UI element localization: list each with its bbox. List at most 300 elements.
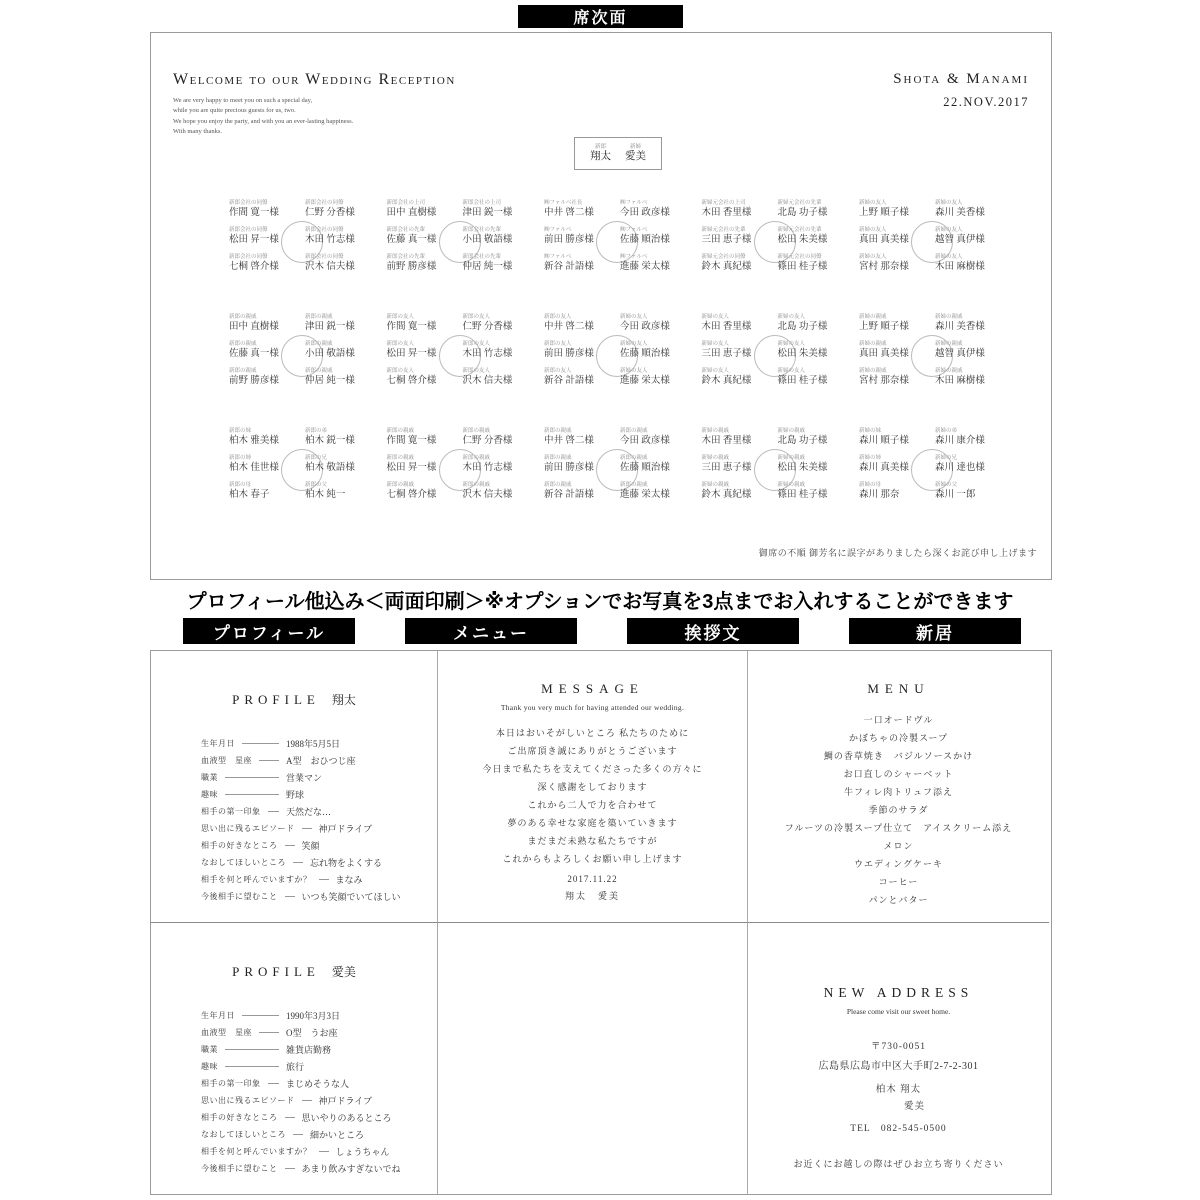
- guest-entry: [620, 456, 690, 477]
- guest-table: [544, 429, 690, 510]
- guest-role-label: ㈱ファルベ: [620, 200, 648, 206]
- guest-name: 鈴木 真紀様: [701, 489, 752, 500]
- guest-column: [859, 315, 929, 396]
- profile-bride-title: [151, 963, 437, 981]
- guest-entry: [859, 255, 929, 276]
- guest-role-label: ㈱ファルベ: [544, 227, 572, 233]
- profile-row: [201, 1092, 411, 1109]
- guest-name: 田中 直樹様: [229, 321, 279, 332]
- guest-entry: [859, 429, 929, 450]
- guest-entry: [387, 483, 457, 504]
- guest-name: 今田 政彦様: [620, 321, 670, 332]
- guest-role-label: 新婦の父: [935, 482, 958, 488]
- message-line: 本日はおいそがしいところ 私たちのために: [495, 728, 690, 738]
- guest-entry: [620, 201, 690, 222]
- guest-role-label: 新郎の弟: [305, 428, 328, 434]
- menu-item: ウエディングケーキ: [853, 859, 944, 869]
- profile-row: [201, 769, 411, 786]
- profile-field-label: なおしてほしいところ: [201, 1130, 286, 1139]
- guest-role-label: 新郎会社の先輩: [462, 227, 502, 233]
- guest-table: [702, 429, 848, 510]
- guest-name: 木田 香里様: [701, 435, 752, 446]
- guest-entry: [544, 228, 614, 249]
- guest-entry: [387, 342, 457, 363]
- profile-field-label: 相手の第一印象: [201, 1079, 261, 1088]
- guest-entry: [620, 483, 690, 504]
- guest-entry: [778, 369, 848, 390]
- profile-groom-title: [151, 691, 437, 709]
- profile-field-label: 血液型 星座: [201, 1028, 252, 1037]
- guest-entry: [387, 201, 457, 222]
- guest-role-label: 新郎の兄: [305, 455, 328, 461]
- guest-name: 佐藤 真一様: [386, 234, 437, 245]
- guest-table: [229, 429, 375, 510]
- guest-name: 木田 麻樹様: [935, 375, 985, 386]
- guest-table: [229, 201, 375, 282]
- guest-entry: [620, 228, 690, 249]
- profile-row: [201, 837, 411, 854]
- guest-entry: [935, 483, 1005, 504]
- profile-field-label: 相手の好きなところ: [201, 841, 278, 850]
- menu-items: [748, 711, 1049, 909]
- guest-role-label: 新郎の親戚: [305, 314, 333, 320]
- leader-line: [259, 760, 279, 761]
- guest-entry: [544, 342, 614, 363]
- profile-row: [201, 803, 411, 820]
- guest-name: 森川 達也様: [935, 462, 985, 473]
- guest-name: 越智 真伊様: [935, 348, 985, 359]
- guest-name: 前田 勝彦様: [544, 234, 594, 245]
- guest-entry: [702, 228, 772, 249]
- guest-name: 森川 美香様: [935, 321, 985, 332]
- guest-entry: [859, 369, 929, 390]
- guest-column: [463, 315, 533, 396]
- menu-item: かぼちゃの冷製スープ: [848, 733, 949, 743]
- guest-name: 木田 香里様: [701, 207, 752, 218]
- seating-row: [229, 315, 1005, 396]
- guest-role-label: 新郎の友人: [544, 341, 572, 347]
- profile-field-label: 血液型 星座: [201, 756, 252, 765]
- guest-role-label: 新婦の親戚: [701, 428, 730, 434]
- profile-field-label: 趣味: [201, 790, 218, 799]
- guest-entry: [229, 255, 299, 276]
- profile-field-value: 天然だな…: [286, 807, 332, 817]
- guest-role-label: ㈱ファルベ: [544, 254, 572, 260]
- guest-name: 津田 鋭一様: [305, 321, 355, 332]
- welcome-block: [173, 71, 456, 138]
- menu-item: コーヒー: [878, 877, 919, 887]
- guest-entry: [463, 456, 533, 477]
- print-option-note: プロフィール他込み＜両面印刷＞※オプションでお写真を3点までお入れすることができます: [186, 591, 1014, 613]
- guest-name: 森川 真美様: [859, 462, 909, 473]
- profile-row: [201, 1041, 411, 1058]
- guest-name: 沢木 信夫様: [305, 261, 355, 272]
- guest-name: 沢木 信夫様: [462, 489, 513, 500]
- guest-name: 佐藤 順治様: [620, 234, 670, 245]
- guest-name: 三田 恵子様: [701, 234, 752, 245]
- back-side-card: [150, 650, 1052, 1195]
- guest-entry: [305, 315, 375, 336]
- profile-field-label: 職業: [201, 1045, 218, 1054]
- welcome-lines: [173, 96, 456, 138]
- leader-line: [268, 1083, 280, 1084]
- guest-column: [620, 429, 690, 510]
- profile-field-value: 忘れ物をよくする: [310, 858, 383, 868]
- profile-field-value: 思いやりのあるところ: [301, 1113, 392, 1123]
- guest-entry: [463, 369, 533, 390]
- address-street: 広島県広島市中区大手町2-7-2-301: [818, 1061, 979, 1072]
- guest-column: [229, 429, 299, 510]
- seating-row: [229, 429, 1005, 510]
- guest-entry: [463, 228, 533, 249]
- profile-field-label: 相手の第一印象: [201, 807, 261, 816]
- guest-column: [229, 315, 299, 396]
- guest-entry: [935, 315, 1005, 336]
- profile-field-label: 職業: [201, 773, 218, 782]
- guest-name: 柏木 佳世様: [229, 462, 279, 473]
- leader-line: [268, 811, 280, 812]
- guest-role-label: 新婦の弟: [935, 428, 958, 434]
- guest-role-label: 新郎の友人: [386, 368, 415, 374]
- message-signature: 翔太 愛美: [564, 891, 620, 901]
- message-line: ご出席頂き誠にありがとうございます: [507, 746, 678, 756]
- profile-title-text: PROFILE: [232, 692, 320, 707]
- profile-field-value: 笑顔: [301, 841, 320, 851]
- blank-panel: [438, 923, 748, 1194]
- guest-name: 七桐 啓介様: [386, 489, 437, 500]
- profile-field-value: 神戸ドライブ: [318, 824, 372, 834]
- profile-row: [201, 752, 411, 769]
- guest-entry: [778, 456, 848, 477]
- guest-column: [935, 315, 1005, 396]
- profile-row: [201, 871, 411, 888]
- guest-entry: [463, 201, 533, 222]
- guest-role-label: 新郎の友人: [462, 314, 491, 320]
- guest-entry: [702, 369, 772, 390]
- guest-column: [387, 201, 457, 282]
- menu-panel: [748, 651, 1049, 923]
- guest-role-label: 新婦の友人: [701, 314, 730, 320]
- guest-role-label: 新婦元会社の上司: [701, 200, 746, 206]
- menu-item: 季節のサラダ: [868, 805, 929, 815]
- guest-role-label: 新郎の親戚: [620, 455, 648, 461]
- guest-role-label: 新婦の親戚: [859, 368, 887, 374]
- guest-entry: [463, 483, 533, 504]
- guest-name: 木田 麻樹様: [935, 261, 985, 272]
- guest-name: 小田 敬語様: [305, 348, 355, 359]
- leader-line: [319, 879, 329, 880]
- guest-entry: [702, 201, 772, 222]
- guest-role-label: 新婦の友人: [859, 254, 887, 260]
- guest-column: [859, 429, 929, 510]
- guest-entry: [305, 228, 375, 249]
- guest-name: 今田 政彦様: [620, 207, 670, 218]
- profile-row: [201, 735, 411, 752]
- guest-name: 前野 勝彦様: [229, 375, 279, 386]
- message-line: 深く感謝をしております: [537, 782, 648, 792]
- guest-role-label: 新婦の親戚: [935, 368, 963, 374]
- guest-table: [544, 315, 690, 396]
- leader-line: [225, 1066, 279, 1067]
- profile-groom-panel: [151, 651, 438, 923]
- guest-role-label: 新郎の親戚: [462, 455, 491, 461]
- guest-name: 三田 恵子様: [701, 348, 752, 359]
- leader-line: [285, 1117, 295, 1118]
- menu-item: パンとバター: [868, 895, 929, 905]
- profile-field-label: 生年月日: [201, 1011, 235, 1020]
- profile-field-value: 細かいところ: [310, 1130, 365, 1140]
- guest-role-label: 新婦元会社の同僚: [777, 254, 822, 260]
- guest-name: 柏木 鋭一様: [305, 435, 355, 446]
- profile-field-value: まじめそうな人: [286, 1079, 350, 1089]
- profile-field-value: あまり飲みすぎないでね: [301, 1164, 401, 1174]
- guest-name: 佐藤 順治様: [620, 462, 670, 473]
- guest-name: 前田 勝彦様: [544, 462, 594, 473]
- guest-name: 柏木 春子: [229, 489, 270, 500]
- guest-role-label: 新郎会社の上司: [462, 200, 502, 206]
- guest-entry: [544, 315, 614, 336]
- guest-role-label: 新郎会社の同僚: [305, 200, 344, 206]
- profile-row: [201, 1160, 411, 1177]
- guest-role-label: 新郎の親戚: [386, 428, 415, 434]
- guest-entry: [620, 429, 690, 450]
- leader-line: [259, 1032, 279, 1033]
- guest-column: [778, 315, 848, 396]
- leader-line: [302, 1100, 312, 1101]
- guest-entry: [387, 369, 457, 390]
- guest-entry: [859, 315, 929, 336]
- guest-table: [229, 315, 375, 396]
- guest-role-label: 新郎の親戚: [462, 482, 491, 488]
- guest-name: 篠田 桂子様: [777, 375, 828, 386]
- guest-role-label: 新婦の友人: [620, 314, 648, 320]
- guest-name: 中井 啓二様: [544, 207, 594, 218]
- guest-entry: [305, 456, 375, 477]
- guest-entry: [229, 483, 299, 504]
- profile-field-label: なおしてほしいところ: [201, 858, 286, 867]
- guest-entry: [229, 315, 299, 336]
- guest-entry: [778, 315, 848, 336]
- guest-name: 真田 真美様: [859, 348, 909, 359]
- welcome-line: We hope you enjoy the party, and with you an ever-lasting happiness.: [173, 117, 354, 125]
- guest-role-label: 新郎会社の先輩: [462, 254, 502, 260]
- guest-role-label: 新婦元会社の同僚: [701, 254, 746, 260]
- guest-name: 前田 勝彦様: [544, 348, 594, 359]
- message-line: これからもよろしくお願い申し上げます: [502, 854, 683, 864]
- guest-name: 北島 功子様: [777, 207, 828, 218]
- guest-name: 森川 康介様: [935, 435, 985, 446]
- guest-role-label: 新婦の友人: [859, 200, 887, 206]
- leader-line: [302, 828, 312, 829]
- guest-name: 松田 昇一様: [386, 462, 437, 473]
- guest-entry: [859, 201, 929, 222]
- guest-entry: [229, 429, 299, 450]
- guest-name: 松田 昇一様: [386, 348, 437, 359]
- guest-entry: [859, 342, 929, 363]
- guest-entry: [544, 483, 614, 504]
- guest-name: 越智 真伊様: [935, 234, 985, 245]
- address-telephone: TEL 082-545-0500: [850, 1124, 947, 1134]
- guest-entry: [935, 255, 1005, 276]
- seating-rows: [229, 201, 1005, 543]
- menu-item: お口直しのシャーベット: [843, 769, 954, 779]
- profile-field-value: いつも笑顔でいてほしい: [301, 892, 401, 902]
- guest-role-label: 新郎の妹: [229, 428, 252, 434]
- guest-name: 柏木 純一: [305, 489, 346, 500]
- message-line: まだまだ未熟な私たちですが: [527, 836, 658, 846]
- message-line: これから二人で力を合わせて: [527, 800, 658, 810]
- guest-entry: [702, 429, 772, 450]
- guest-entry: [463, 255, 533, 276]
- section-tabs-row: [183, 618, 1021, 644]
- guest-name: 森川 美香様: [935, 207, 985, 218]
- guest-entry: [859, 483, 929, 504]
- guest-entry: [778, 228, 848, 249]
- guest-role-label: 新婦の親戚: [859, 341, 887, 347]
- guest-column: [702, 429, 772, 510]
- guest-name: 作間 寛一様: [386, 435, 437, 446]
- guest-name: 木田 竹志様: [462, 348, 513, 359]
- groom-seat: [590, 145, 611, 163]
- welcome-line: We are very happy to meet you on such a special day,: [173, 97, 313, 104]
- profile-field-value: A型 おひつじ座: [286, 756, 356, 766]
- guest-entry: [778, 483, 848, 504]
- profile-row: [201, 854, 411, 871]
- guest-name: 七桐 啓介様: [386, 375, 437, 386]
- guest-name: 松田 朱美様: [777, 234, 828, 245]
- leader-line: [285, 896, 295, 897]
- profile-field-value: 営業マン: [286, 773, 323, 783]
- guest-role-label: 新郎の友人: [462, 368, 491, 374]
- guest-role-label: 新郎会社の同僚: [229, 254, 268, 260]
- profile-row: [201, 786, 411, 803]
- bride-seat: [625, 145, 646, 163]
- guest-role-label: 新郎の親戚: [620, 482, 648, 488]
- guest-entry: [935, 228, 1005, 249]
- profile-field-label: 生年月日: [201, 739, 235, 748]
- guest-column: [620, 315, 690, 396]
- guest-role-label: ㈱ファルベ社長: [544, 200, 583, 206]
- guest-entry: [229, 369, 299, 390]
- guest-name: 篠田 桂子様: [777, 261, 828, 272]
- guest-name: 前野 勝彦様: [386, 261, 437, 272]
- guest-role-label: 新婦の親戚: [701, 455, 730, 461]
- guest-name: 木田 香里様: [701, 321, 752, 332]
- guest-role-label: 新郎会社の同僚: [229, 227, 268, 233]
- profile-row: [201, 1075, 411, 1092]
- guest-entry: [544, 429, 614, 450]
- profile-field-value: O型 うお座: [286, 1028, 338, 1038]
- guest-entry: [229, 228, 299, 249]
- leader-line: [293, 1134, 303, 1135]
- profile-field-value: 神戸ドライブ: [318, 1096, 372, 1106]
- guest-name: 中井 啓二様: [544, 435, 594, 446]
- guest-entry: [935, 369, 1005, 390]
- guest-entry: [702, 483, 772, 504]
- guest-table: [859, 315, 1005, 396]
- message-panel: [438, 651, 748, 923]
- guest-column: [544, 429, 614, 510]
- guest-role-label: 新郎会社の上司: [386, 200, 426, 206]
- guest-entry: [305, 255, 375, 276]
- bride-name: 愛美: [625, 151, 646, 162]
- guest-entry: [859, 228, 929, 249]
- guest-role-label: 新郎の親戚: [544, 455, 572, 461]
- guest-entry: [305, 483, 375, 504]
- guest-name: 三田 恵子様: [701, 462, 752, 473]
- guest-name: 沢木 信夫様: [462, 375, 513, 386]
- guest-role-label: 新婦元会社の先輩: [701, 227, 746, 233]
- guest-entry: [935, 342, 1005, 363]
- couple-and-date-block: [893, 71, 1029, 110]
- profile-row: [201, 1126, 411, 1143]
- message-line: 今日まで私たちを支えてくださった多くの方々に: [482, 764, 703, 774]
- guest-column: [305, 429, 375, 510]
- guest-role-label: 新婦の友人: [859, 227, 887, 233]
- guest-column: [702, 201, 772, 282]
- guest-name: 仁野 分香様: [305, 207, 355, 218]
- profile-field-value: 旅行: [286, 1062, 305, 1072]
- guest-role-label: 新郎会社の先輩: [386, 254, 426, 260]
- guest-entry: [620, 255, 690, 276]
- guest-column: [778, 429, 848, 510]
- guest-name: 中井 啓二様: [544, 321, 594, 332]
- guest-name: 真田 真美様: [859, 234, 909, 245]
- profile-field-label: 今後相手に望むこと: [201, 1164, 278, 1173]
- guest-role-label: 新郎の親戚: [229, 341, 257, 347]
- profile-title-text: PROFILE: [232, 964, 320, 979]
- profile-field-value: まなみ: [335, 875, 363, 885]
- leader-line: [242, 1015, 279, 1016]
- guest-role-label: 新郎の親戚: [544, 428, 572, 434]
- guest-role-label: 新婦の親戚: [859, 314, 887, 320]
- guest-name: 小田 敬語様: [462, 234, 513, 245]
- guest-name: 上野 順子様: [859, 207, 909, 218]
- guest-table: [387, 429, 533, 510]
- guest-role-label: 新郎会社の同僚: [305, 227, 344, 233]
- menu-item: 鯛の香草焼き バジルソースかけ: [823, 751, 974, 761]
- address-title: NEW ADDRESS: [823, 985, 974, 1000]
- guest-column: [387, 315, 457, 396]
- guest-entry: [229, 342, 299, 363]
- leader-line: [285, 1168, 295, 1169]
- message-title: MESSAGE: [541, 681, 644, 696]
- groom-role-label: 新郎: [594, 143, 606, 150]
- guest-entry: [620, 315, 690, 336]
- section-tab: 挨拶文: [627, 618, 799, 644]
- guest-name: 北島 功子様: [777, 321, 828, 332]
- guest-role-label: ㈱ファルベ: [620, 227, 648, 233]
- guest-column: [702, 315, 772, 396]
- guest-role-label: 新郎の姉: [229, 455, 252, 461]
- guest-role-label: 新婦の友人: [777, 368, 806, 374]
- address-postal-code: 〒730-0051: [871, 1042, 926, 1052]
- profile-row: [201, 1143, 411, 1160]
- guest-table: [702, 201, 848, 282]
- guest-entry: [305, 369, 375, 390]
- guest-name: 佐藤 順治様: [620, 348, 670, 359]
- guest-role-label: 新婦の友人: [935, 227, 963, 233]
- head-table-box: [574, 137, 662, 170]
- guest-name: 柏木 雅美様: [229, 435, 279, 446]
- guest-entry: [463, 429, 533, 450]
- guest-role-label: 新郎の母: [229, 482, 252, 488]
- section-tab: メニュー: [405, 618, 577, 644]
- guest-name: 鈴木 真紀様: [701, 261, 752, 272]
- guest-entry: [229, 456, 299, 477]
- guest-role-label: 新郎の親戚: [620, 428, 648, 434]
- profile-person-name: 翔太: [331, 693, 356, 707]
